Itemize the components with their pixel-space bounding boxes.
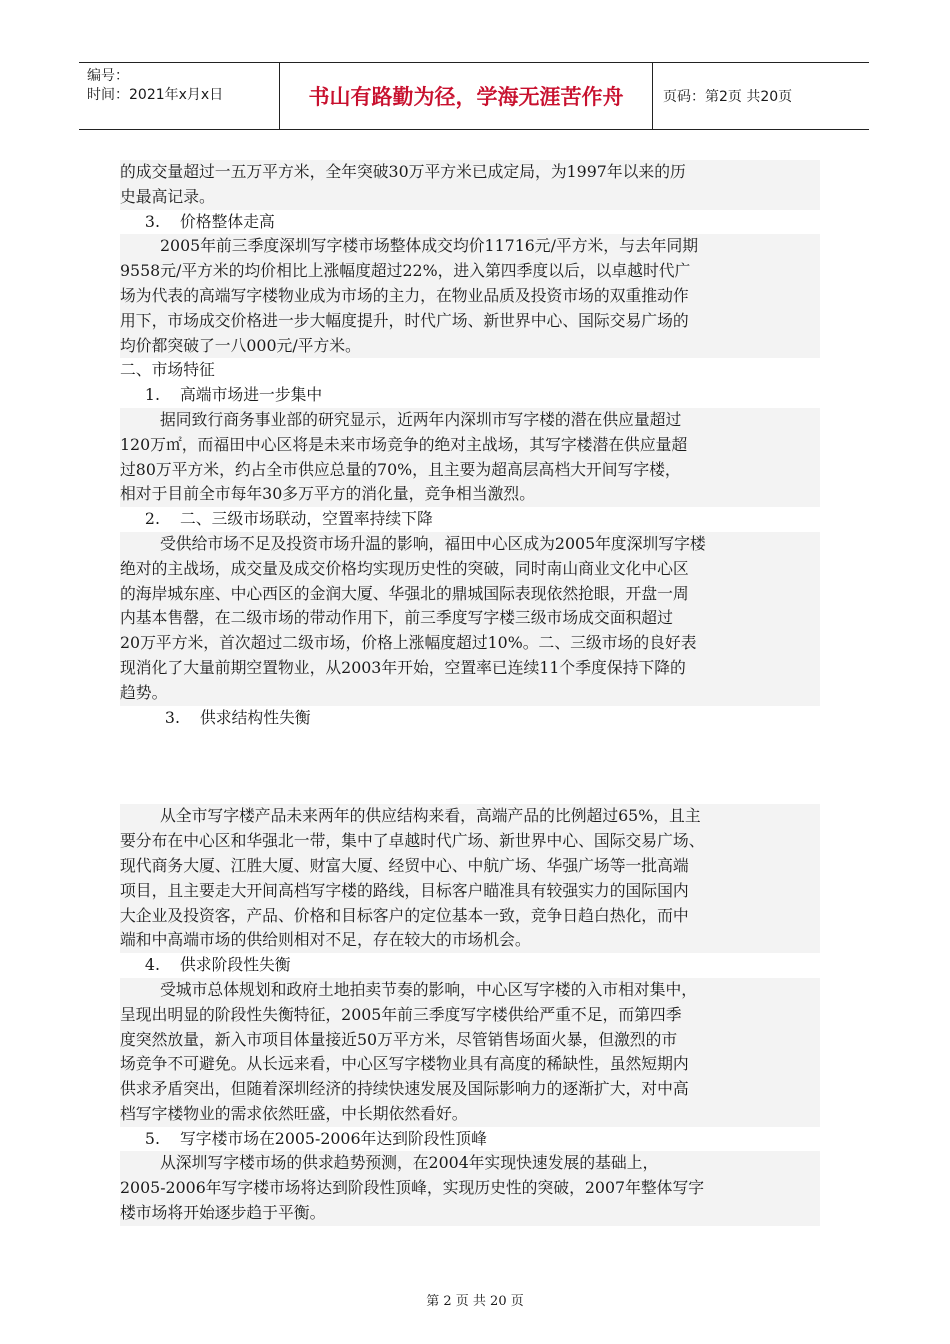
paragraph (120, 1151, 820, 1225)
text-line: 内基本售罄，在二级市场的带动作用下，前三季度写字楼三级市场成交面积超过 (120, 608, 673, 628)
subheading-text: 供求阶段性失衡 (180, 955, 291, 975)
text-line: 场为代表的高端写字楼物业成为市场的主力，在物业品质及投资市场的双重推动作 (120, 285, 689, 305)
text-line: 9558元/平方米的均价相比上涨幅度超过22%，进入第四季度以后，以卓越时代广 (120, 261, 691, 281)
paragraph (120, 804, 820, 953)
text-line: 现代商务大厦、江胜大厦、财富大厦、经贸中心、中航广场、华强广场等一批高端 (120, 855, 689, 875)
text-line: 趋势。 (120, 682, 168, 702)
subheading-number: 3. (164, 707, 180, 727)
text-line: 受城市总体规划和政府土地拍卖节奏的影响，中心区写字楼的入市相对集中， (160, 979, 698, 999)
subheading-text: 高端市场进一步集中 (180, 385, 323, 405)
subheading-number: 2. (144, 509, 160, 529)
header-meta (79, 63, 280, 129)
text-line: 呈现出明显的阶段性失衡特征，2005年前三季度写字楼供给严重不足，而第四季 (120, 1004, 682, 1024)
text-line: 端和中高端市场的供给则相对不足，存在较大的市场机会。 (120, 930, 531, 950)
text-line: 用下，市场成交价格进一步大幅度提升，时代广场、新世界中心、国际交易广场的 (120, 310, 689, 330)
text-line: 楼市场将开始逐步趋于平衡。 (120, 1203, 326, 1223)
subheading-text: 写字楼市场在2005-2006年达到阶段性顶峰 (180, 1128, 487, 1148)
subheading (120, 706, 820, 731)
subheading (120, 507, 820, 532)
paragraph (120, 160, 820, 210)
text-line: 度突然放量，新入市项目体量接近50万平方米，尽管销售场面火暴，但激烈的市 (120, 1029, 678, 1049)
subheading (120, 1127, 820, 1152)
subheading-number: 3. (144, 211, 160, 231)
paragraph (120, 978, 820, 1127)
subheading-text: 价格整体走高 (180, 211, 275, 231)
text-line: 2005-2006年写字楼市场将达到阶段性顶峰，实现历史性的突破，2007年整体写字 (120, 1178, 705, 1198)
text-line: 据同致行商务事业部的研究显示，近两年内深圳市写字楼的潜在供应量超过 (160, 409, 682, 429)
text-line: 供求矛盾突出，但随着深圳经济的持续快速发展及国际影响力的逐渐扩大，对中高 (120, 1079, 689, 1099)
subheading-text: 供求结构性失衡 (200, 707, 311, 727)
paragraph (120, 234, 820, 358)
blank-space (120, 730, 820, 804)
text-line: 20万平方米，首次超过二级市场，价格上涨幅度超过10%。二、三级市场的良好表 (120, 633, 697, 653)
time-label: 时间：2021年x月x日 (87, 87, 224, 103)
text-line: 的海岸城东座、中心西区的金润大厦、华强北的鼎城国际表现依然抢眼，开盘一周 (120, 583, 689, 603)
text-line: 大企业及投资客，产品、价格和目标客户的定位基本一致，竞争日趋白热化，而中 (120, 905, 689, 925)
text-line: 从深圳写字楼市场的供求趋势预测，在2004年实现快速发展的基础上， (160, 1153, 659, 1173)
text-line: 场竞争不可避免。从长远来看，中心区写字楼物业具有高度的稀缺性，虽然短期内 (120, 1054, 689, 1074)
page-header (79, 62, 869, 130)
text-line: 从全市写字楼产品未来两年的供应结构来看，高端产品的比例超过65%，且主 (160, 806, 701, 826)
document-body (120, 160, 820, 1226)
text-line: 过80万平方米，约占全市供应总量的70%，且主要为超高层高档大开间写字楼， (120, 459, 681, 479)
subheading-number: 5. (144, 1128, 160, 1148)
text-line: 档写字楼物业的需求依然旺盛，中长期依然看好。 (120, 1103, 468, 1123)
text-line: 现消化了大量前期空置物业，从2003年开始，空置率已连续11个季度保持下降的 (120, 657, 686, 677)
paragraph (120, 408, 820, 507)
text-line: 史最高记录。 (120, 186, 215, 206)
text-line: 要分布在中心区和华强北一带，集中了卓越时代广场、新世界中心、国际交易广场、 (120, 831, 705, 851)
paragraph (120, 532, 820, 706)
section-heading: 二、市场特征 (120, 360, 215, 380)
subheading-number: 1. (144, 385, 160, 405)
text-line: 受供给市场不足及投资市场升温的影响，福田中心区成为2005年度深圳写字楼 (160, 533, 706, 553)
text-line: 2005年前三季度深圳写字楼市场整体成交均价11716元/平方米，与去年同期 (160, 236, 699, 256)
subheading-number: 4. (144, 955, 160, 975)
number-label: 编号： (87, 68, 129, 84)
text-line: 项目，且主要走大开间高档写字楼的路线，目标客户瞄准具有较强实力的国际国内 (120, 880, 689, 900)
text-line: 120万㎡，而福田中心区将是未来市场竞争的绝对主战场，其写字楼潜在供应量超 (120, 434, 688, 454)
subheading (120, 953, 820, 978)
text-line: 相对于目前全市每年30多万平方的消化量，竞争相当激烈。 (120, 484, 536, 504)
subheading (120, 210, 820, 235)
header-page-code: 页码：第2页 共20页 (663, 89, 793, 105)
subheading (120, 383, 820, 408)
text-line: 均价都突破了一八000元/平方米。 (120, 335, 361, 355)
text-line: 的成交量超过一五万平方米，全年突破30万平方米已成定局，为1997年以来的历 (120, 162, 686, 181)
page-footer: 第 2 页 共 20 页 (426, 1294, 524, 1309)
header-motto: 书山有路勤为径，学海无涯苦作舟 (280, 63, 653, 129)
subheading-text: 二、三级市场联动，空置率持续下降 (180, 509, 433, 529)
text-line: 绝对的主战场，成交量及成交价格均实现历史性的突破，同时南山商业文化中心区 (120, 558, 689, 578)
